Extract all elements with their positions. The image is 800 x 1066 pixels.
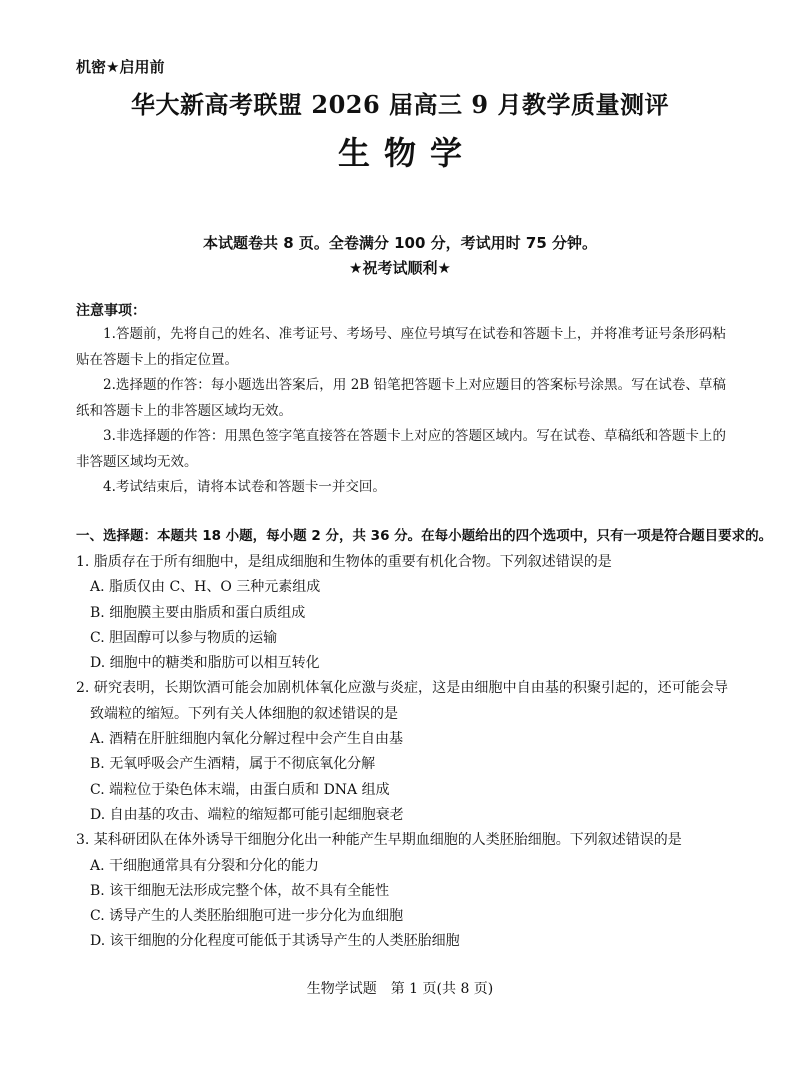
question-2	[76, 676, 728, 828]
option-b: B. 该干细胞无法形成完整个体，故不具有全能性	[90, 882, 390, 899]
question-stem: 2. 研究表明，长期饮酒可能会加剧机体氧化应激与炎症，这是由细胞中自由基的积聚引起的，还可能会导致端粒的缩短。下列有关人体细胞的叙述错误的是	[76, 680, 728, 722]
page-footer: 生物学试题 第 1 页(共 8 页)	[306, 981, 494, 997]
question-3	[76, 828, 728, 954]
confidential-label: 机密★启用前	[76, 58, 165, 76]
option-b: B. 细胞膜主要由脂质和蛋白质组成	[90, 604, 306, 621]
option-d: D. 细胞中的糖类和脂肪可以相互转化	[90, 655, 320, 672]
question-1	[76, 550, 728, 676]
notice-item: 2.选择题的作答：每小题选出答案后，用 2B 铅笔把答题卡上对应题目的答案标号涂黑。写在试卷、草稿纸和答题卡上的非答题区域均无效。	[76, 377, 726, 419]
notice-list	[76, 322, 726, 501]
notice-heading: 注意事项：	[76, 303, 146, 319]
option-c: C. 诱导产生的人类胚胎细胞可进一步分化为血细胞	[90, 908, 404, 925]
section-heading: 一、选择题：本题共 18 小题，每小题 2 分，共 36 分。在每小题给出的四个选项中，只有一项是符合题目要求的。	[76, 528, 773, 544]
notice-item: 4.考试结束后，请将本试卷和答题卡一并交回。	[103, 479, 386, 495]
option-a: A. 酒精在肝脏细胞内氧化分解过程中会产生自由基	[90, 731, 404, 748]
question-list	[76, 550, 728, 955]
option-a: A. 干细胞通常具有分裂和分化的能力	[90, 857, 320, 874]
exam-title: 华大新高考联盟 2026 届高三 9 月教学质量测评	[131, 90, 669, 119]
good-luck-line: ★祝考试顺利★	[349, 259, 451, 277]
subject-title: 生物学	[337, 134, 476, 172]
question-stem: 1. 脂质存在于所有细胞中，是组成细胞和生物体的重要有机化合物。下列叙述错误的是	[76, 554, 612, 570]
option-d: D. 自由基的攻击、端粒的缩短都可能引起细胞衰老	[90, 806, 404, 823]
option-c: C. 端粒位于染色体末端，由蛋白质和 DNA 组成	[90, 781, 390, 798]
notice-item: 3.非选择题的作答：用黑色签字笔直接答在答题卡上对应的答题区域内。写在试卷、草稿纸和答题卡上的非答题区域均无效。	[76, 428, 726, 470]
question-stem: 3. 某科研团队在体外诱导干细胞分化出一种能产生早期血细胞的人类胚胎细胞。下列叙述错误的是	[76, 832, 682, 849]
option-b: B. 无氧呼吸会产生酒精，属于不彻底氧化分解	[90, 756, 376, 773]
option-a: A. 脂质仅由 C、H、O 三种元素组成	[90, 579, 321, 596]
exam-info: 本试题卷共 8 页。全卷满分 100 分，考试用时 75 分钟。	[203, 234, 597, 252]
notice-item: 1.答题前，先将自己的姓名、准考证号、考场号、座位号填写在试卷和答题卡上，并将准考证号条形码粘贴在答题卡上的指定位置。	[76, 326, 726, 368]
option-d: D. 该干细胞的分化程度可能低于其诱导产生的人类胚胎细胞	[90, 933, 460, 950]
option-c: C. 胆固醇可以参与物质的运输	[90, 629, 278, 646]
